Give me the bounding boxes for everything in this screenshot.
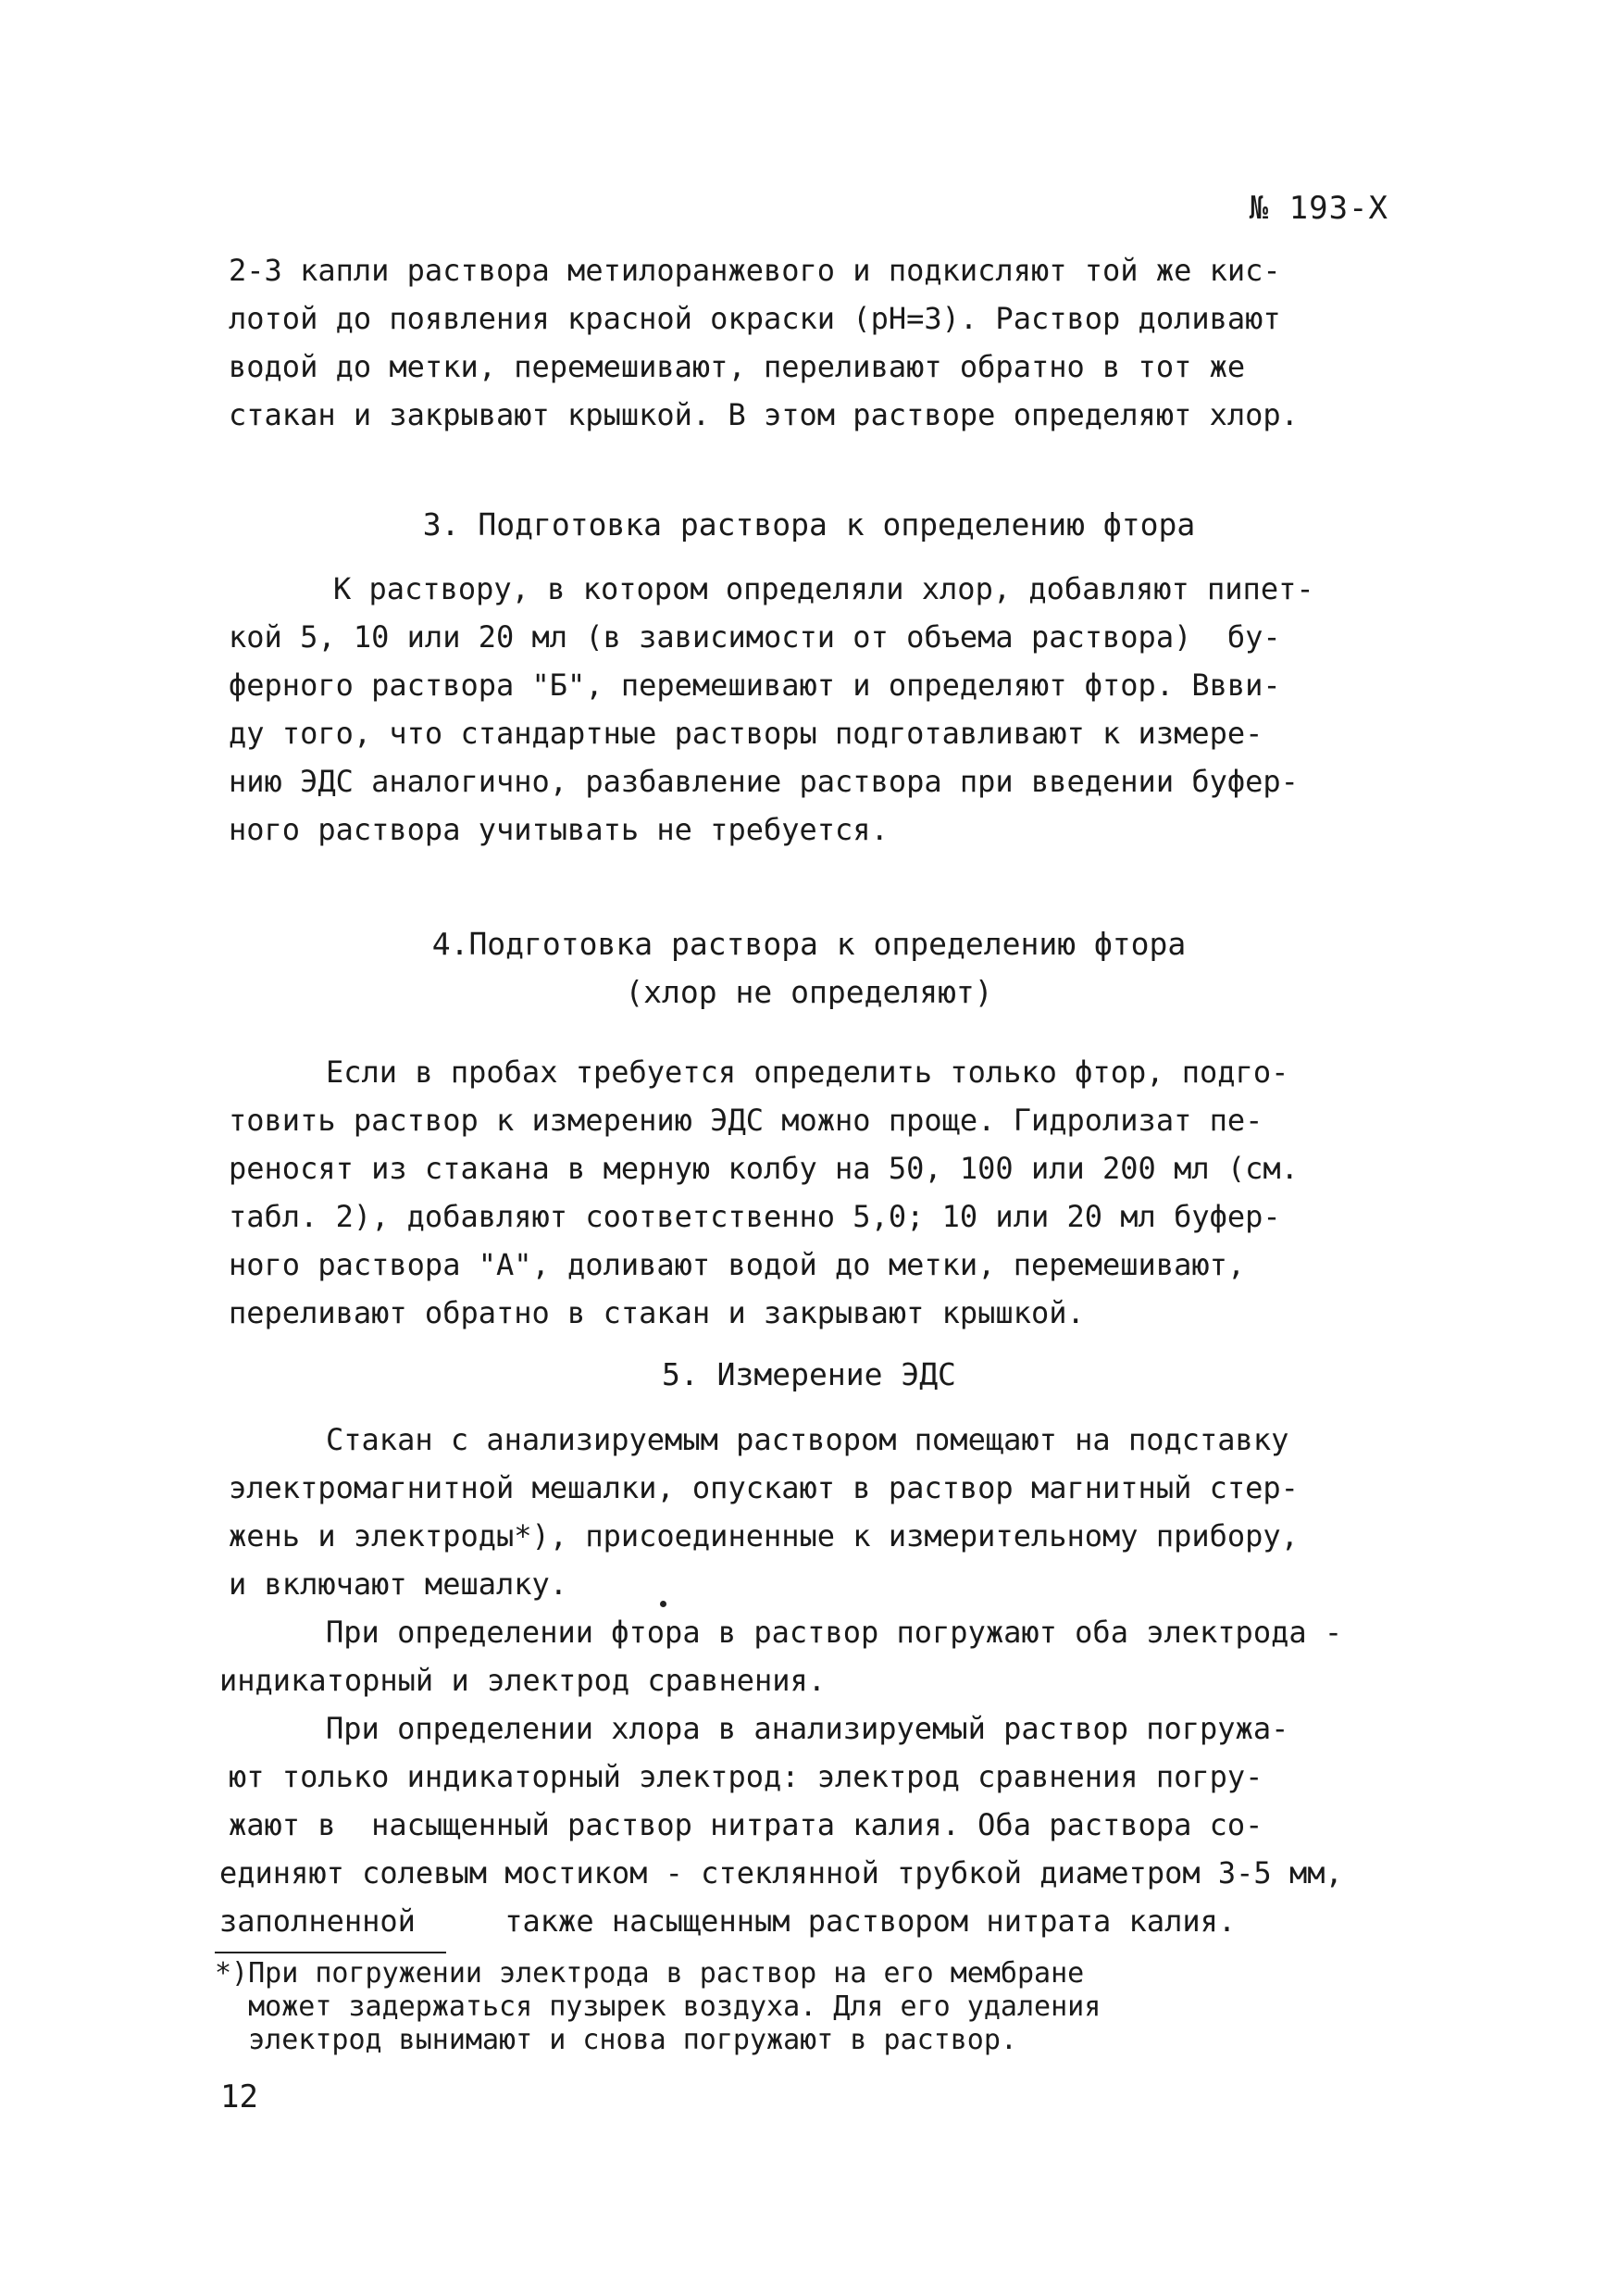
- text-line: товить раствор к измерению ЭДС можно проще. Гидролизат пе-: [229, 1103, 1263, 1138]
- footnote-line: может задержаться пузырек воздуха. Для его удаления: [215, 1990, 1101, 2023]
- section-4-title: 4.Подготовка раствора к определению фтора: [431, 926, 1187, 962]
- text-line: 2-3 капли раствора метилоранжевого и подкисляют той же кис-: [229, 253, 1281, 288]
- text-line: жень и электроды*), присоединенные к измерительному прибору,: [229, 1518, 1299, 1554]
- text-line: ду того, что стандартные растворы подготавливают к измере-: [229, 716, 1263, 751]
- text-line: единяют солевым мостиком - стеклянной трубкой диаметром 3-5 мм,: [219, 1855, 1343, 1890]
- footnote-line: электрод вынимают и снова погружают в раствор.: [215, 2024, 1017, 2056]
- section-4-subtitle: (хлор не определяют): [625, 974, 993, 1010]
- text-line: Стакан с анализируемым раствором помещают на подставку: [326, 1422, 1289, 1457]
- text-line: К раствору, в котором определяли хлор, добавляют пипет-: [333, 571, 1314, 606]
- text-line: жают в насыщенный раствор нитрата калия. Оба раствора со-: [229, 1807, 1263, 1842]
- text-line: и включают мешалку.: [229, 1566, 568, 1602]
- page-number: 12: [220, 2078, 258, 2115]
- text-line: ного раствора "А", доливают водой до метки, перемешивают,: [229, 1247, 1246, 1282]
- text-line: реносят из стакана в мерную колбу на 50, 100 или 200 мл (см.: [229, 1151, 1299, 1186]
- text-line: ного раствора учитывать не требуется.: [229, 812, 889, 847]
- footnote-separator: [215, 1952, 446, 1953]
- text-line: стакан и закрывают крышкой. В этом растворе определяют хлор.: [229, 397, 1299, 432]
- text-line: Если в пробах требуется определить только фтор, подго-: [326, 1054, 1289, 1090]
- footnote-line: *)При погружении электрода в раствор на его мембране: [215, 1957, 1085, 1990]
- text-line: табл. 2), добавляют соответственно 5,0; 10 или 20 мл буфер-: [229, 1199, 1281, 1234]
- text-line: ют только индикаторный электрод: электрод сравнения погру-: [229, 1759, 1263, 1794]
- text-line: электромагнитной мешалки, опускают в раствор магнитный стер-: [229, 1470, 1299, 1505]
- section-5-title: 5. Измерение ЭДС: [662, 1356, 956, 1392]
- document-number: № 193-Х: [1249, 190, 1388, 227]
- text-line: переливают обратно в стакан и закрывают крышкой.: [229, 1295, 1085, 1330]
- text-line: водой до метки, перемешивают, переливают обратно в тот же: [229, 349, 1246, 384]
- text-line: лотой до появления красной окраски (pH=3). Раствор доливают: [229, 301, 1281, 336]
- text-line: При определении хлора в анализируемый раствор погружа-: [326, 1711, 1289, 1746]
- text-line: заполненной также насыщенным раствором нитрата калия.: [219, 1903, 1237, 1939]
- section-3-title: 3. Подготовка раствора к определению фтора: [422, 506, 1196, 543]
- text-line: При определении фтора в раствор погружают оба электрода -: [326, 1615, 1343, 1650]
- text-line: кой 5, 10 или 20 мл (в зависимости от объема раствора) бу-: [229, 619, 1281, 655]
- text-line: ферного раствора "Б", перемешивают и определяют фтор. Ввви-: [229, 668, 1281, 703]
- text-line: индикаторный и электрод сравнения.: [219, 1663, 827, 1698]
- ink-dot: [660, 1601, 666, 1607]
- text-line: нию ЭДС аналогично, разбавление раствора при введении буфер-: [229, 764, 1299, 799]
